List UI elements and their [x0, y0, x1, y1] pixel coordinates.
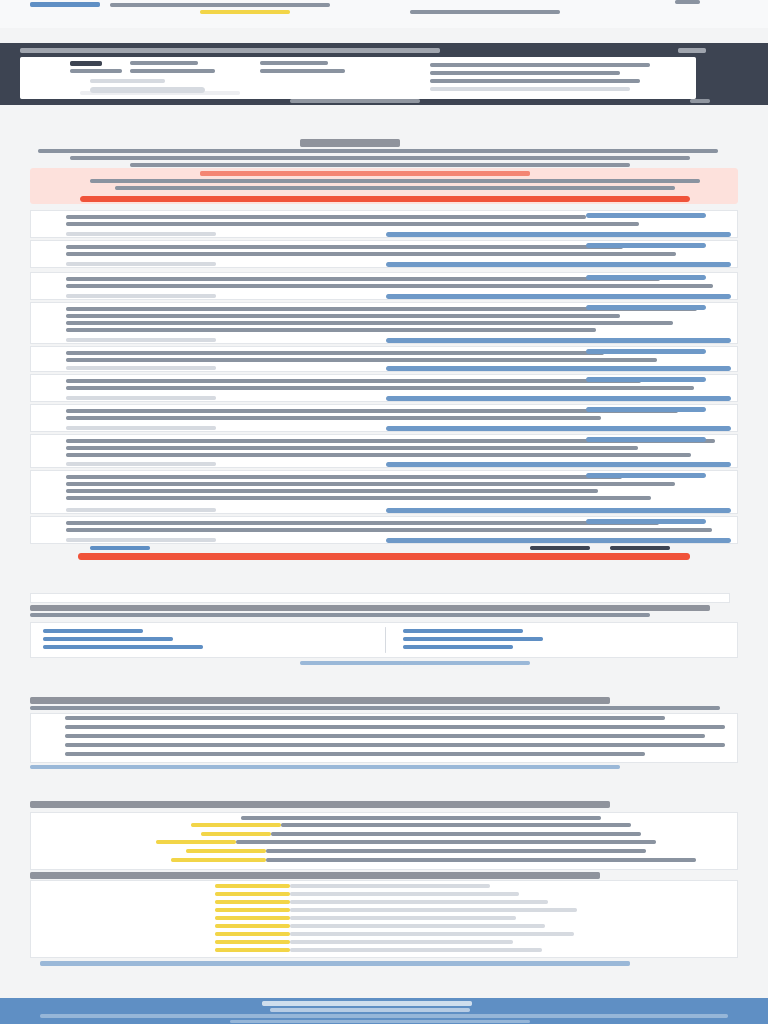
filter-value-1[interactable] — [70, 69, 122, 73]
entry-link[interactable] — [386, 396, 731, 401]
entry-meta — [66, 366, 216, 370]
footer-title — [270, 1008, 470, 1012]
entry-tag[interactable] — [586, 349, 706, 354]
footer-text-1 — [40, 1014, 728, 1018]
related-link-6[interactable] — [403, 645, 513, 649]
entry-text-line — [66, 252, 676, 256]
faq-item-2[interactable] — [65, 725, 725, 729]
entry-meta — [66, 262, 216, 266]
popular-mark — [215, 940, 290, 944]
related-link-1[interactable] — [43, 629, 143, 633]
warning-text-1 — [90, 179, 700, 183]
entry-text-line — [66, 521, 659, 525]
ranking-row-2[interactable] — [271, 832, 641, 836]
entry-link[interactable] — [386, 232, 731, 237]
entry-link[interactable] — [386, 338, 731, 343]
ranking-mark-5 — [171, 858, 266, 862]
ranking-mark-4 — [186, 849, 266, 853]
entry-link[interactable] — [386, 508, 731, 513]
heading-subtitle-1 — [38, 149, 718, 153]
entry-text-line — [66, 215, 586, 219]
main-heading — [0, 135, 768, 170]
entry-link[interactable] — [386, 426, 731, 431]
faq-section — [30, 697, 738, 775]
description-line-1 — [430, 63, 505, 67]
warning-banner — [30, 168, 738, 204]
filter-extra[interactable] — [90, 79, 165, 83]
description-line-4 — [430, 79, 640, 83]
heading-title — [300, 139, 400, 147]
entry-text-line — [66, 328, 596, 332]
entry-meta — [66, 338, 216, 342]
faq-item-1[interactable] — [65, 716, 665, 720]
entry-tag[interactable] — [586, 519, 706, 524]
faq-item-3[interactable] — [65, 734, 705, 738]
ranking-row-3[interactable] — [236, 840, 656, 844]
entry-card[interactable] — [30, 470, 738, 514]
popular-mark — [215, 916, 290, 920]
filter-value-2[interactable] — [130, 69, 215, 73]
heading-subtitle-2 — [70, 156, 690, 160]
entry-link[interactable] — [386, 262, 731, 267]
entry-card[interactable] — [30, 404, 738, 432]
entry-meta — [66, 426, 216, 430]
entry-text-line — [66, 379, 641, 383]
entry-tag[interactable] — [586, 213, 706, 218]
related-more-link[interactable] — [300, 661, 530, 665]
description-line-3 — [430, 71, 620, 75]
entry-text-line — [66, 496, 651, 500]
ranking-row-5[interactable] — [266, 858, 696, 862]
faq-subtitle — [30, 706, 720, 710]
popular-item[interactable] — [290, 940, 513, 944]
ranking-row-1[interactable] — [281, 823, 631, 827]
pager-center[interactable] — [290, 99, 420, 103]
entry-text-line — [66, 453, 691, 457]
dark-header — [0, 43, 768, 105]
header-nav-left[interactable] — [110, 3, 330, 7]
popular-item[interactable] — [290, 900, 548, 904]
entry-tag[interactable] — [586, 407, 706, 412]
entry-card[interactable] — [30, 272, 738, 300]
footer-text-2 — [230, 1020, 530, 1023]
entry-link[interactable] — [386, 366, 731, 371]
entry-text-line — [66, 277, 660, 281]
dark-header-action[interactable] — [678, 48, 706, 53]
popular-mark — [215, 884, 290, 888]
dark-header-title — [20, 48, 440, 53]
menu-icon[interactable] — [675, 0, 700, 4]
popular-mark — [215, 900, 290, 904]
warning-button[interactable] — [80, 196, 690, 202]
entry-card[interactable] — [30, 240, 738, 268]
entry-text-line — [66, 351, 604, 355]
popular-mark — [215, 932, 290, 936]
entry-meta — [66, 232, 216, 236]
ranking-row-4[interactable] — [266, 849, 646, 853]
pagination-button[interactable] — [530, 546, 590, 550]
popular-title — [30, 872, 600, 879]
pagination-button[interactable] — [90, 546, 150, 550]
heading-subtitle-3 — [130, 163, 630, 167]
entry-tag[interactable] — [586, 305, 706, 310]
entry-card[interactable] — [30, 434, 738, 468]
ranking-header — [241, 816, 601, 820]
related-link-2[interactable] — [43, 637, 173, 641]
entry-link[interactable] — [386, 462, 731, 467]
pager-left[interactable] — [80, 91, 240, 95]
related-section — [30, 593, 738, 668]
related-subtitle — [30, 613, 650, 617]
entry-text-line — [66, 489, 598, 493]
related-link-4[interactable] — [403, 629, 523, 633]
popular-section — [30, 872, 738, 977]
popular-more-link[interactable] — [40, 961, 630, 966]
ranking-mark-1 — [191, 823, 281, 827]
related-card — [30, 622, 738, 658]
ranking-mark-3 — [156, 840, 236, 844]
filter-label-2 — [130, 61, 198, 65]
entry-meta — [66, 396, 216, 400]
popular-item[interactable] — [290, 908, 577, 912]
popular-item[interactable] — [290, 924, 545, 928]
pager-right[interactable] — [690, 99, 710, 103]
entry-meta — [66, 462, 216, 466]
entry-meta — [66, 294, 216, 298]
footer — [0, 998, 768, 1024]
entry-card[interactable] — [30, 516, 738, 544]
warning-title — [200, 171, 530, 176]
entry-meta — [66, 538, 216, 542]
popular-mark — [215, 924, 290, 928]
ranking-card — [30, 812, 738, 870]
filter-label-3 — [260, 61, 328, 65]
entry-tag[interactable] — [586, 275, 706, 280]
top-header — [0, 0, 768, 28]
ranking-section — [30, 801, 738, 871]
related-divider — [385, 627, 386, 653]
faq-more-link[interactable] — [30, 765, 620, 769]
header-nav-right[interactable] — [410, 10, 560, 14]
warning-text-2 — [115, 186, 675, 190]
bottom-button[interactable] — [78, 553, 690, 560]
entry-tag[interactable] — [586, 473, 706, 478]
entry-link[interactable] — [386, 294, 731, 299]
popular-mark — [215, 948, 290, 952]
entry-card[interactable] — [30, 302, 738, 344]
faq-item-5[interactable] — [65, 752, 645, 756]
entry-card[interactable] — [30, 210, 738, 238]
footer-logo[interactable] — [262, 1001, 472, 1006]
entry-text-line — [66, 358, 657, 362]
related-title — [30, 605, 710, 611]
entry-text-line — [66, 222, 639, 226]
entry-text-line — [66, 446, 638, 450]
description-line-2 — [500, 63, 650, 67]
popular-item[interactable] — [290, 916, 516, 920]
popular-item[interactable] — [290, 948, 542, 952]
related-input[interactable] — [30, 593, 730, 603]
popular-item[interactable] — [290, 932, 574, 936]
entry-text-line — [66, 528, 712, 532]
entry-meta — [66, 508, 216, 512]
pagination-button[interactable] — [610, 546, 670, 550]
related-link-3[interactable] — [43, 645, 203, 649]
faq-item-4[interactable] — [65, 743, 725, 747]
description-line-5 — [430, 87, 630, 91]
popular-item[interactable] — [290, 884, 490, 888]
entries-pagination — [90, 546, 690, 552]
header-highlight — [200, 10, 290, 14]
filter-value-3[interactable] — [260, 69, 345, 73]
ranking-title — [30, 801, 610, 808]
popular-mark — [215, 892, 290, 896]
popular-mark — [215, 908, 290, 912]
popular-item[interactable] — [290, 892, 519, 896]
related-link-5[interactable] — [403, 637, 543, 641]
entry-tag[interactable] — [586, 243, 706, 248]
ranking-mark-2 — [201, 832, 271, 836]
entry-card[interactable] — [30, 346, 738, 372]
entry-text-line — [66, 314, 620, 318]
entry-text-line — [66, 482, 675, 486]
filter-label-1 — [70, 61, 102, 66]
site-logo[interactable] — [30, 2, 100, 7]
entry-tag[interactable] — [586, 437, 706, 442]
entry-text-line — [66, 321, 673, 325]
entry-link[interactable] — [386, 538, 731, 543]
faq-title — [30, 697, 610, 704]
entry-card[interactable] — [30, 374, 738, 402]
entry-text-line — [66, 475, 622, 479]
entry-text-line — [66, 416, 601, 420]
entry-text-line — [66, 386, 694, 390]
entry-tag[interactable] — [586, 377, 706, 382]
entry-text-line — [66, 284, 713, 288]
entry-text-line — [66, 245, 623, 249]
